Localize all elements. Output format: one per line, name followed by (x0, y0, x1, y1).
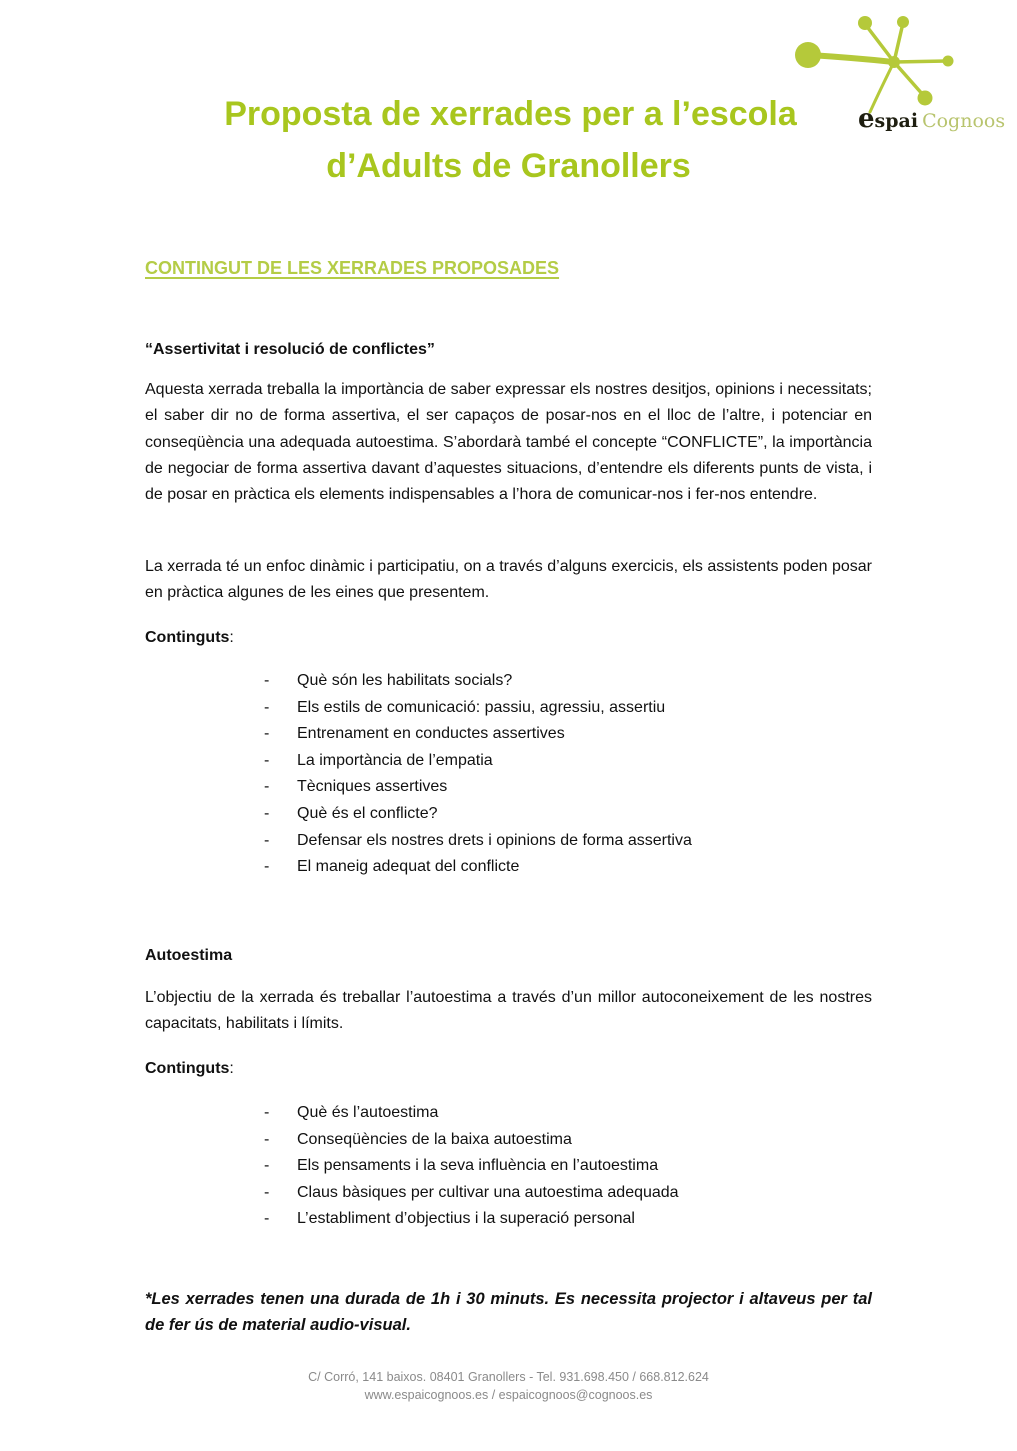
list-item (264, 668, 692, 695)
list-item-text: Els estils de comunicació: passiu, agressiu, assertiu (297, 698, 666, 716)
list-item-text: Entrenament en conductes assertives (297, 725, 565, 743)
list-item-text: Defensar els nostres drets i opinions de forma assertiva (297, 831, 692, 849)
talk1-title: “Assertivitat i resolució de conflictes” (145, 341, 435, 358)
list-item (264, 774, 692, 801)
talk1-contents-label (145, 625, 872, 651)
list-item (264, 748, 692, 775)
list-item-text: Els pensaments i la seva influència en l’autoestima (297, 1157, 659, 1175)
bullet-dash: - (264, 725, 270, 743)
duration-note: *Les xerrades tenen una durada de 1h i 30 minuts. Es necessita projector i altaveus per tal de fer ús de material audio-visual. (145, 1290, 872, 1334)
list-item (264, 854, 692, 881)
list-item-text: Què és l’autoestima (297, 1104, 439, 1121)
list-item (264, 695, 692, 722)
list-item-text: La importància de l’empatia (297, 751, 493, 769)
list-item-text: L’establiment d’objectius i la superació personal (297, 1210, 635, 1228)
talk2-contents-label-text: Continguts (145, 1060, 230, 1077)
list-item (264, 721, 692, 748)
bullet-dash: - (264, 751, 270, 769)
list-item-text: Què són les habilitats socials? (297, 672, 513, 689)
talk1-contents-colon: : (229, 629, 234, 646)
bullet-dash: - (264, 778, 270, 796)
talk2-contents-list (264, 1100, 679, 1233)
section-heading: CONTINGUT DE LES XERRADES PROPOSADES (145, 258, 560, 278)
bullet-dash: - (264, 698, 270, 716)
list-item (264, 1180, 679, 1207)
list-item-text: Claus bàsiques per cultivar una autoestima adequada (297, 1183, 679, 1201)
list-item (264, 1127, 679, 1154)
list-item-text: Conseqüències de la baixa autoestima (297, 1130, 572, 1148)
talk2-paragraph1: L’objectiu de la xerrada és treballar l’autoestima a través d’un millor autoconeixement de les nostres capacitats, habilitats i límits. (145, 989, 872, 1033)
list-item (264, 801, 692, 828)
talk1-paragraph1: Aquesta xerrada treballa la importància de saber expressar els nostres desitjos, opinions i necessitats; el saber dir no de forma assertiva, el ser capaços de posar-nos en el lloc de l’altre, i potenciar en conseqüència una adequada autoestima. S’abordarà també el concepte “CONFLICTE”, la importància de negociar de forma assertiva davant d’aquestes situacions, d’entendre els diferents punts de vista, i de posar en pràctica els elements indispensables a l’hora de comunicar-nos i fer-nos entendre. (145, 381, 872, 504)
logo-word-espai: spai (874, 110, 919, 132)
logo-word-cognoos: Cognoos (922, 110, 1006, 132)
page-footer (0, 1368, 1017, 1404)
footer-address: C/ Corró, 141 baixos. 08401 Granollers - Tel. 931.698.450 / 668.812.624 (308, 1370, 709, 1384)
list-item-text: Tècniques assertives (297, 778, 448, 796)
bullet-dash: - (264, 831, 270, 849)
page-title-line1: Proposta de xerrades per a l’escola (224, 95, 797, 133)
logo-initial: e (858, 104, 875, 134)
list-item (264, 1100, 679, 1127)
talk1-contents-list (264, 668, 692, 881)
talk2-contents-colon: : (229, 1060, 234, 1077)
bullet-dash: - (264, 1157, 270, 1175)
list-item (264, 1153, 679, 1180)
page-title-line2: d’Adults de Granollers (326, 147, 691, 185)
list-item (264, 828, 692, 855)
bullet-dash: - (264, 804, 270, 822)
talk2-title: Autoestima (145, 947, 233, 964)
page-title (0, 88, 1017, 192)
bullet-dash: - (264, 672, 270, 689)
footer-contact: www.espaicognoos.es / espaicognoos@cognoos.es (364, 1388, 653, 1402)
talk1-paragraph2: La xerrada té un enfoc dinàmic i participatiu, on a través d’alguns exercicis, els assistents poden posar en pràctica algunes de les eines que presentem. (145, 558, 872, 602)
talk2-contents-label (145, 1056, 872, 1082)
list-item (264, 1206, 679, 1233)
bullet-dash: - (264, 858, 270, 876)
bullet-dash: - (264, 1104, 270, 1121)
bullet-dash: - (264, 1183, 270, 1201)
list-item-text: Què és el conflicte? (297, 804, 438, 822)
bullet-dash: - (264, 1210, 270, 1228)
bullet-dash: - (264, 1130, 270, 1148)
talk1-contents-label-text: Continguts (145, 629, 230, 646)
list-item-text: El maneig adequat del conflicte (297, 858, 520, 876)
